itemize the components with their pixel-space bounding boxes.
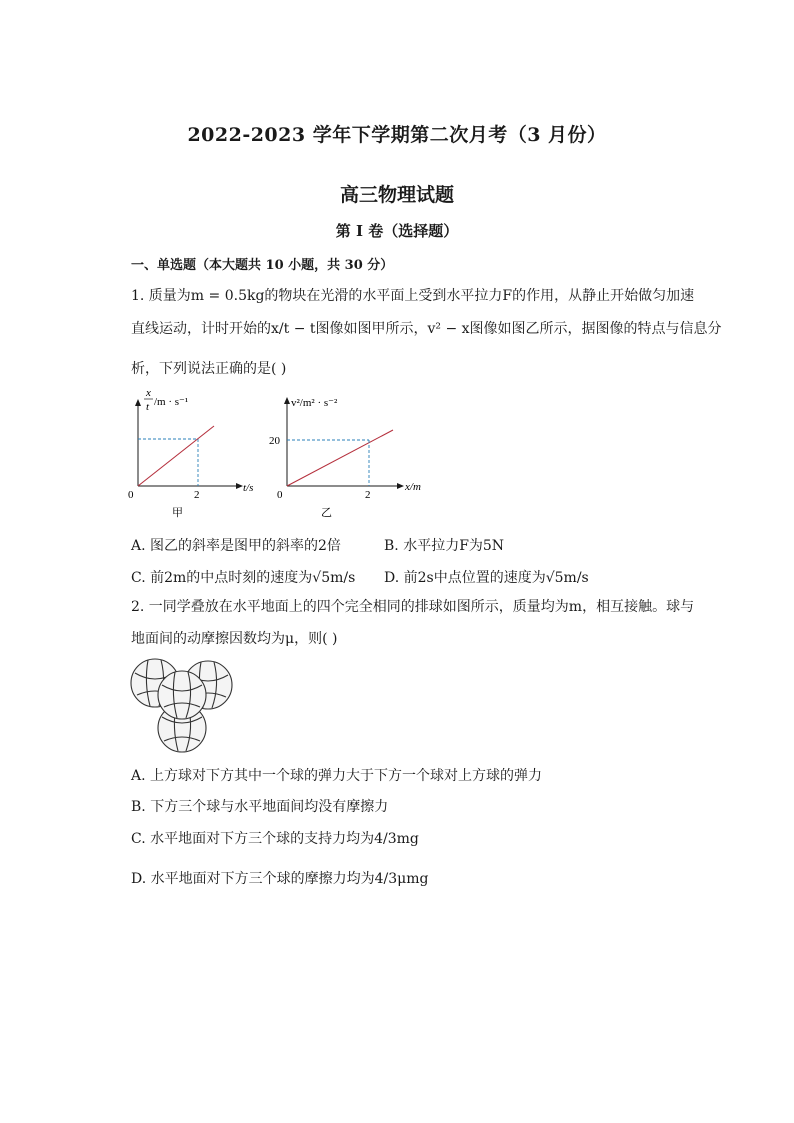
- y-label-num: x: [146, 387, 151, 399]
- q2-text-line-1: 2. 一同学叠放在水平地面上的四个完全相同的排球如图所示，质量均为m，相互接触。球与: [131, 599, 695, 615]
- section-heading: 一、单选题（本大题共 10 小题，共 30 分）: [131, 258, 394, 273]
- q1-text-line-3: 析，下列说法正确的是( ): [131, 361, 287, 377]
- y-label-unit: /m · s⁻¹: [154, 396, 189, 408]
- q1-option-d[interactable]: D. 前2s中点位置的速度为√5m/s: [384, 570, 589, 586]
- origin-label: 0: [128, 489, 134, 501]
- x-axis-label: x/m: [405, 481, 421, 493]
- x-tick-label: 2: [365, 489, 371, 501]
- exam-subtitle: 高三物理试题: [339, 184, 454, 206]
- origin-label: 0: [277, 489, 283, 501]
- q2-option-a[interactable]: A. 上方球对下方其中一个球的弹力大于下方一个球对上方球的弹力: [131, 768, 543, 784]
- q2-text-line-2: 地面间的动摩擦因数均为μ，则( ): [131, 631, 338, 647]
- x-axis-label: t/s: [243, 482, 254, 494]
- q2-option-c[interactable]: C. 水平地面对下方三个球的支持力均为4/3mg: [131, 831, 419, 847]
- graph-caption: 乙: [321, 507, 332, 519]
- y-axis-label: v²/m² · s⁻²: [291, 397, 338, 409]
- volume-title: 第 I 卷（选择题）: [335, 222, 459, 240]
- exam-title: 2022-2023 学年下学期第二次月考（3 月份）: [187, 124, 607, 146]
- q1-option-c[interactable]: C. 前2m的中点时刻的速度为√5m/s: [131, 570, 356, 586]
- graph-caption: 甲: [172, 507, 183, 519]
- data-line: [287, 430, 393, 486]
- volleyball-top: [158, 671, 206, 719]
- volleyball-stack-figure: [128, 655, 236, 755]
- q1-text-line-2: 直线运动，计时开始的x/t − t图像如图甲所示，v² − x图像如图乙所示，据图像的特点与信息分: [131, 321, 722, 337]
- q2-option-b[interactable]: B. 下方三个球与水平地面间均没有摩擦力: [131, 799, 389, 815]
- x-tick-label: 2: [194, 489, 200, 501]
- y-label-den: t: [146, 401, 150, 413]
- data-line: [138, 426, 214, 486]
- y-tick-label: 20: [269, 435, 280, 447]
- q1-option-a[interactable]: A. 图乙的斜率是图甲的斜率的2倍: [131, 538, 341, 554]
- q1-option-b[interactable]: B. 水平拉力F为5N: [384, 538, 505, 554]
- graph-jia: [122, 386, 272, 521]
- q1-text-line-1: 1. 质量为m = 0.5kg的物块在光滑的水平面上受到水平拉力F的作用，从静止开始做匀加速: [131, 288, 695, 304]
- graph-yi: [265, 386, 435, 521]
- q2-option-d[interactable]: D. 水平地面对下方三个球的摩擦力均为4/3μmg: [131, 871, 429, 887]
